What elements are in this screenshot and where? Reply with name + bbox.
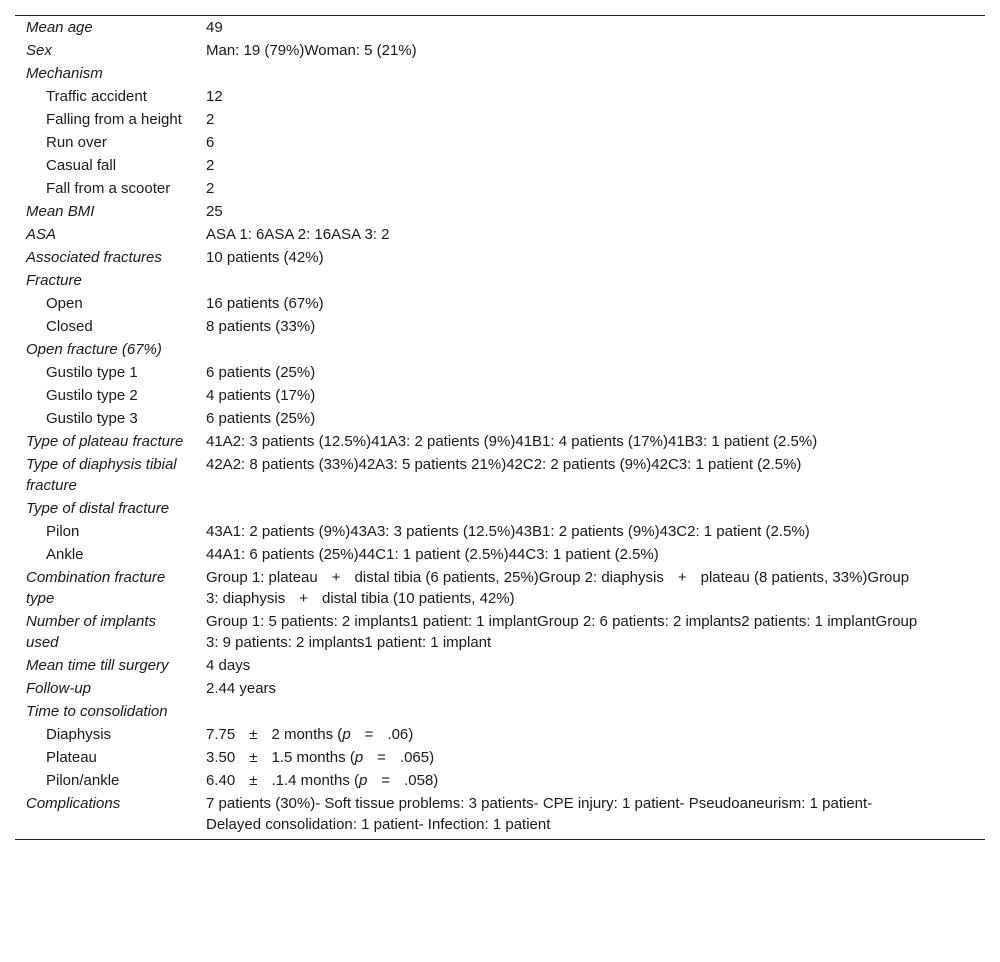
row-value: 4 days [206,657,251,674]
row-value: 25 [206,203,223,220]
row-label-cell [15,155,195,178]
row-label: Complications [26,795,121,812]
table-row [15,385,985,408]
row-label: Traffic accident [46,88,147,105]
row-label-cell [15,724,195,747]
table-row [15,86,985,109]
value-part: distal tibia (6 patients, 25%)Group 2: diaphysis [354,569,664,586]
row-label: Closed [46,318,93,335]
row-label: ASA [26,226,57,243]
row-label-cell [15,316,195,339]
row-label-cell [15,109,195,132]
row-value [195,498,985,521]
table-row [15,17,985,40]
table-row [15,109,985,132]
row-label: Follow-up [26,680,92,697]
patient-characteristics-table [15,17,985,837]
table-row [15,793,985,837]
table-row [15,498,985,521]
row-label: Open fracture (67%) [26,341,162,358]
row-value: ASA 1: 6ASA 2: 16ASA 3: 2 [206,226,390,243]
equals-sign: = [364,726,374,743]
table-row [15,567,985,611]
row-label-cell [15,385,195,408]
table-row [15,201,985,224]
plus-minus-sign: ± [249,772,258,789]
row-label: Pilon/ankle [46,772,120,789]
row-value [195,339,985,362]
plus-sign: + [299,590,308,607]
row-label-cell [15,408,195,431]
table-row [15,293,985,316]
value-part: 1.5 months ( [271,749,355,766]
plus-sign: + [331,569,341,586]
row-label-cell [15,544,195,567]
row-value: 10 patients (42%) [206,249,324,266]
table-row [15,132,985,155]
row-label-cell [15,521,195,544]
row-value: Man: 19 (79%)Woman: 5 (21%) [206,42,417,59]
row-label: Plateau [46,749,97,766]
row-label: Mean time till surgery [26,657,169,674]
row-label: Run over [46,134,107,151]
row-value: 8 patients (33%) [206,318,316,335]
equals-sign: = [381,772,391,789]
row-value [195,63,985,86]
row-label: Associated fractures [26,249,162,266]
equals-sign: = [377,749,386,766]
row-label-cell [15,770,195,793]
row-value [195,701,985,724]
row-label: Type of distal fracture [26,500,170,517]
table-row [15,611,985,655]
row-label-cell [15,293,195,316]
table-row [15,454,985,498]
p-symbol: p [342,726,351,743]
row-value: 6 [206,134,215,151]
table-row [15,770,985,793]
p-value: .06) [387,726,414,743]
mean-value: 3.50 [206,749,236,766]
row-value: 42A2: 8 patients (33%)42A3: 5 patients 21%)42C2: 2 patients (9%)42C3: 1 patient (2.5%) [206,456,802,473]
value-part: 2 months ( [271,726,343,743]
plus-minus-sign: ± [249,726,258,743]
row-value: 16 patients (67%) [206,295,324,312]
row-label-cell [15,747,195,770]
row-label-cell [15,362,195,385]
table-row [15,431,985,454]
row-value: 2.44 years [206,680,277,697]
row-label: Mean age [26,19,93,36]
characteristics-table-container [15,15,985,840]
row-label: Combination fracture type [26,569,166,607]
row-label: Sex [26,42,52,59]
plus-minus-sign: ± [249,749,258,766]
row-label: Fracture [26,272,82,289]
row-value: 44A1: 6 patients (25%)44C1: 1 patient (2.5%)44C3: 1 patient (2.5%) [206,546,659,563]
row-value: Group 1: 5 patients: 2 implants1 patient: 1 implantGroup 2: 6 patients: 2 implants2 patients: 1 implantGroup 3: 9 patients: 2 implants1 patient: 1 implant [206,613,918,651]
table-row [15,655,985,678]
mean-value: 7.75 [206,726,236,743]
row-label: Ankle [46,546,84,563]
row-value: 41A2: 3 patients (12.5%)41A3: 2 patients (9%)41B1: 4 patients (17%)41B3: 1 patient (2.5%) [206,433,818,450]
row-value [195,567,985,611]
p-symbol: p [354,749,364,766]
row-label: Mechanism [26,65,103,82]
row-value: 6 patients (25%) [206,364,316,381]
row-value [195,270,985,293]
row-value: 12 [206,88,223,105]
row-label: Number of implants used [26,613,157,651]
row-label: Falling from a height [46,111,182,128]
row-value: 2 [206,180,215,197]
row-value: 49 [206,19,223,36]
row-value: 43A1: 2 patients (9%)43A3: 3 patients (12.5%)43B1: 2 patients (9%)43C2: 1 patient (2.5%) [206,523,810,540]
table-row [15,747,985,770]
value-part: Group 1: plateau [206,569,318,586]
value-part: plateau (8 patients, 33%)Group 3: diaphysis [206,569,910,607]
table-row [15,247,985,270]
row-label: Fall from a scooter [46,180,171,197]
plus-sign: + [677,569,687,586]
row-label-cell [15,86,195,109]
p-value: .065) [399,749,435,766]
row-value: 2 [206,157,215,174]
row-label: Pilon [46,523,80,540]
row-label: Type of plateau fracture [26,433,184,450]
row-value: 2 [206,111,215,128]
table-row [15,701,985,724]
row-label: Gustilo type 1 [46,364,138,381]
row-label: Diaphysis [46,726,112,743]
table-row [15,724,985,747]
row-label: Time to consolidation [26,703,168,720]
p-symbol: p [358,772,368,789]
row-label-cell [15,132,195,155]
table-row [15,544,985,567]
row-value [195,770,985,793]
table-row [15,270,985,293]
value-part: distal tibia (10 patients, 42%) [321,590,515,607]
table-row [15,362,985,385]
row-value: 4 patients (17%) [206,387,316,404]
p-value: .058) [404,772,439,789]
row-label: Open [46,295,83,312]
table-row [15,408,985,431]
row-label: Gustilo type 2 [46,387,138,404]
table-row [15,316,985,339]
row-value [195,724,985,747]
table-row [15,155,985,178]
table-row [15,224,985,247]
table-row [15,678,985,701]
row-label: Gustilo type 3 [46,410,138,427]
row-value: 6 patients (25%) [206,410,316,427]
table-row [15,339,985,362]
row-value [195,747,985,770]
table-row [15,178,985,201]
row-label: Type of diaphysis tibial fracture [26,456,177,494]
mean-value: 6.40 [206,772,236,789]
row-value: 7 patients (30%)- Soft tissue problems: 3 patients- CPE injury: 1 patient- Pseudoaneurism: 1 patient- Delayed consolidation: 1 patient- Infection: 1 patient [206,795,873,833]
row-label: Casual fall [46,157,117,174]
table-row [15,40,985,63]
table-row [15,63,985,86]
row-label-cell [15,178,195,201]
table-row [15,521,985,544]
row-label: Mean BMI [26,203,95,220]
value-part: .1.4 months ( [271,772,359,789]
